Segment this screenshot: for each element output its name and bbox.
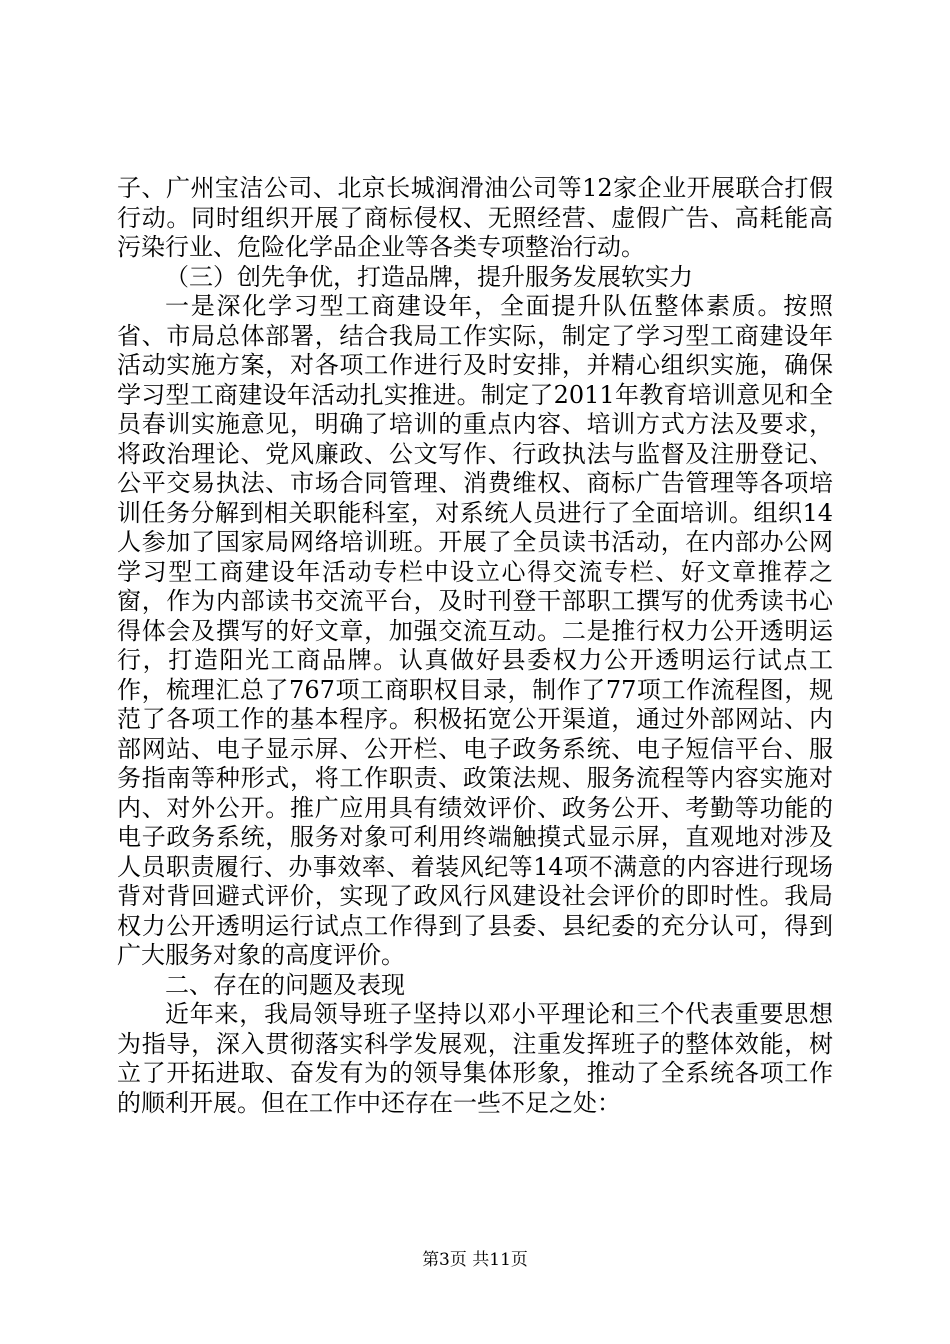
section-heading-2: 二、存在的问题及表现 [165, 970, 405, 999]
paragraph-continuation: 子、广州宝洁公司、北京长城润滑油公司等12家企业开展联合打假行动。同时组织开展了商标侵权、无照经营、虚假广告、高耗能高污染行业、危险化学品企业等各类专项整治行动。 [117, 174, 833, 261]
section-heading-3: （三）创先争优，打造品牌，提升服务发展软实力 [165, 262, 693, 291]
paragraph-body: 近年来，我局领导班子坚持以邓小平理论和三个代表重要思想为指导，深入贯彻落实科学发展观，注重发挥班子的整体效能，树立了开拓进取、奋发有为的领导集体形象，推动了全系统各项工作的顺利开展。但在工作中还存在一些不足之处： [117, 1000, 833, 1117]
paragraph-body: 一是深化学习型工商建设年，全面提升队伍整体素质。按照省、市局总体部署，结合我局工作实际，制定了学习型工商建设年活动实施方案，对各项工作进行及时安排，并精心组织实施，确保学习型工商建设年活动扎实推进。制定了2011年教育培训意见和全员春训实施意见，明确了培训的重点内容、培训方式方法及要求，将政治理论、党风廉政、公文写作、行政执法与监督及注册登记、公平交易执法、市场合同管理、消费维权、商标广告管理等各项培训任务分解到相关职能科室，对系统人员进行了全面培训。组织14人参加了国家局网络培训班。开展了全员读书活动，在内部办公网学习型工商建设年活动专栏中设立心得交流专栏、好文章推荐之窗，作为内部读书交流平台，及时刊登干部职工撰写的优秀读书心得体会及撰写的好文章，加强交流互动。二是推行权力公开透明运行，打造阳光工商品牌。认真做好县委权力公开透明运行试点工作，梳理汇总了767项工商职权目录，制作了77项工作流程图，规范了各项工作的基本程序。积极拓宽公开渠道，通过外部网站、内部网站、电子显示屏、公开栏、电子政务系统、电子短信平台、服务指南等种形式，将工作职责、政策法规、服务流程等内容实施对内、对外公开。推广应用具有绩效评价、政务公开、考勤等功能的电子政务系统，服务对象可利用终端触摸式显示屏，直观地对涉及人员职责履行、办事效率、着装风纪等14项不满意的内容进行现场背对背回避式评价，实现了政风行风建设社会评价的即时性。我局权力公开透明运行试点工作得到了县委、县纪委的充分认可，得到广大服务对象的高度评价。 [117, 292, 833, 969]
document-body [117, 174, 833, 1118]
page-footer: 第3页 共11页 [422, 1250, 528, 1270]
